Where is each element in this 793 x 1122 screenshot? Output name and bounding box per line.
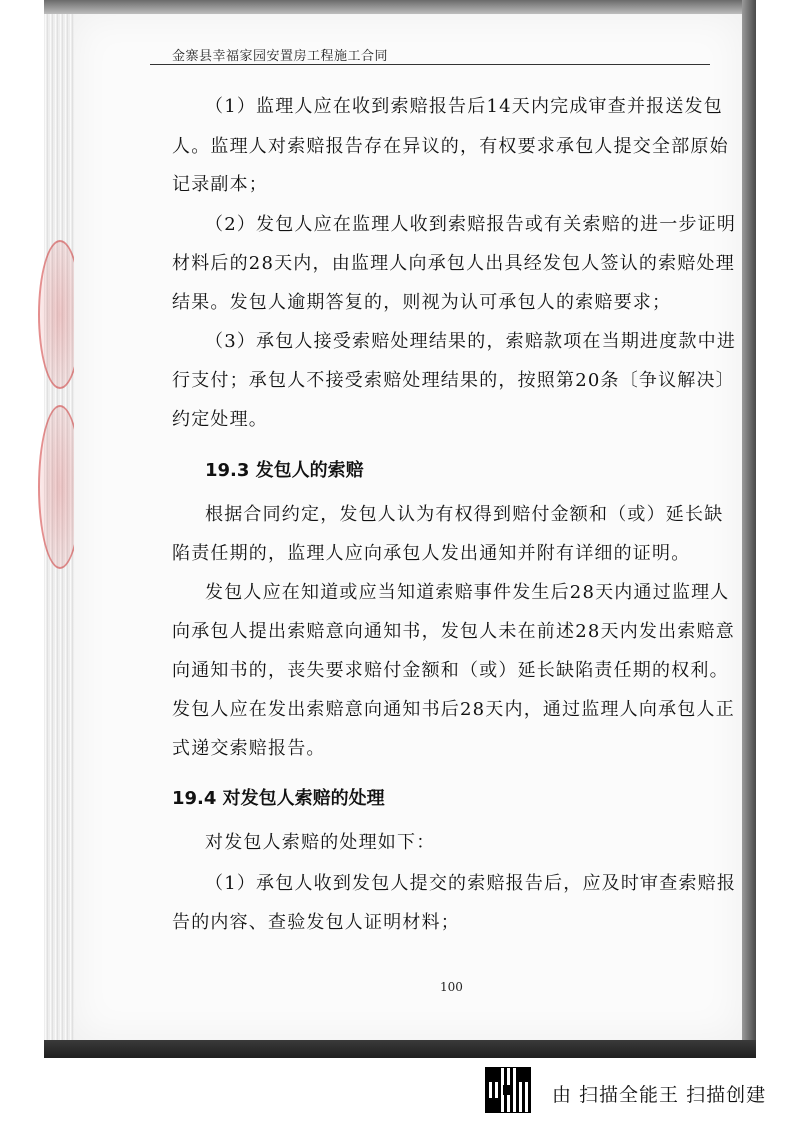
paragraph-line: 发包人应在知道或应当知道索赔事件发生后28天内通过监理人 (205, 582, 730, 603)
paragraph-line: 约定处理。 (172, 409, 268, 430)
paragraph-line: （1）承包人收到发包人提交的索赔报告后，应及时审查索赔报 (205, 873, 737, 894)
paragraph-line: 发包人应在发出索赔意向通知书后28天内，通过监理人向承包人正 (172, 699, 735, 720)
scanner-background-right (742, 0, 756, 1058)
paragraph-line: 记录副本； (172, 174, 268, 195)
section-heading-19-3: 19.3 发包人的索赔 (205, 460, 364, 481)
header-rule (150, 64, 710, 65)
page-number: 100 (440, 980, 463, 994)
scanner-background-bottom (44, 1040, 756, 1058)
scanner-watermark-text: 由 扫描全能王 扫描创建 (552, 1084, 767, 1106)
paragraph-line: 向承包人提出索赔意向通知书，发包人未在前述28天内发出索赔意 (172, 621, 735, 642)
section-heading-19-4: 19.4 对发包人索赔的处理 (172, 788, 385, 809)
paragraph-line: 人。监理人对索赔报告存在异议的，有权要求承包人提交全部原始 (172, 136, 729, 157)
paragraph-line: （1）监理人应在收到索赔报告后14天内完成审查并报送发包 (205, 96, 723, 117)
paragraph-line: 对发包人索赔的处理如下： (205, 832, 436, 853)
paragraph-line: 陷责任期的，监理人应向承包人发出通知并附有详细的证明。 (172, 543, 691, 564)
paragraph-line: 材料后的28天内，由监理人向承包人出具经发包人签认的索赔处理 (172, 253, 735, 274)
scanner-background-top (44, 0, 756, 14)
paragraph-line: （3）承包人接受索赔处理结果的，索赔款项在当期进度款中进 (205, 331, 737, 352)
paragraph-line: 告的内容、查验发包人证明材料； (172, 912, 460, 933)
paragraph-line: 结果。发包人逾期答复的，则视为认可承包人的索赔要求； (172, 292, 672, 313)
running-header: 金寨县幸福家园安置房工程施工合同 (172, 49, 389, 64)
paragraph-line: 向通知书的，丧失要求赔付金额和（或）延长缺陷责任期的权利。 (172, 660, 729, 681)
qr-code-icon (486, 1068, 530, 1112)
paragraph-line: 根据合同约定，发包人认为有权得到赔付金额和（或）延长缺 (205, 504, 724, 525)
paragraph-line: （2）发包人应在监理人收到索赔报告或有关索赔的进一步证明 (205, 214, 737, 235)
paragraph-line: 式递交索赔报告。 (172, 738, 326, 759)
paragraph-line: 行支付；承包人不接受索赔处理结果的，按照第20条〔争议解决〕 (172, 370, 735, 391)
